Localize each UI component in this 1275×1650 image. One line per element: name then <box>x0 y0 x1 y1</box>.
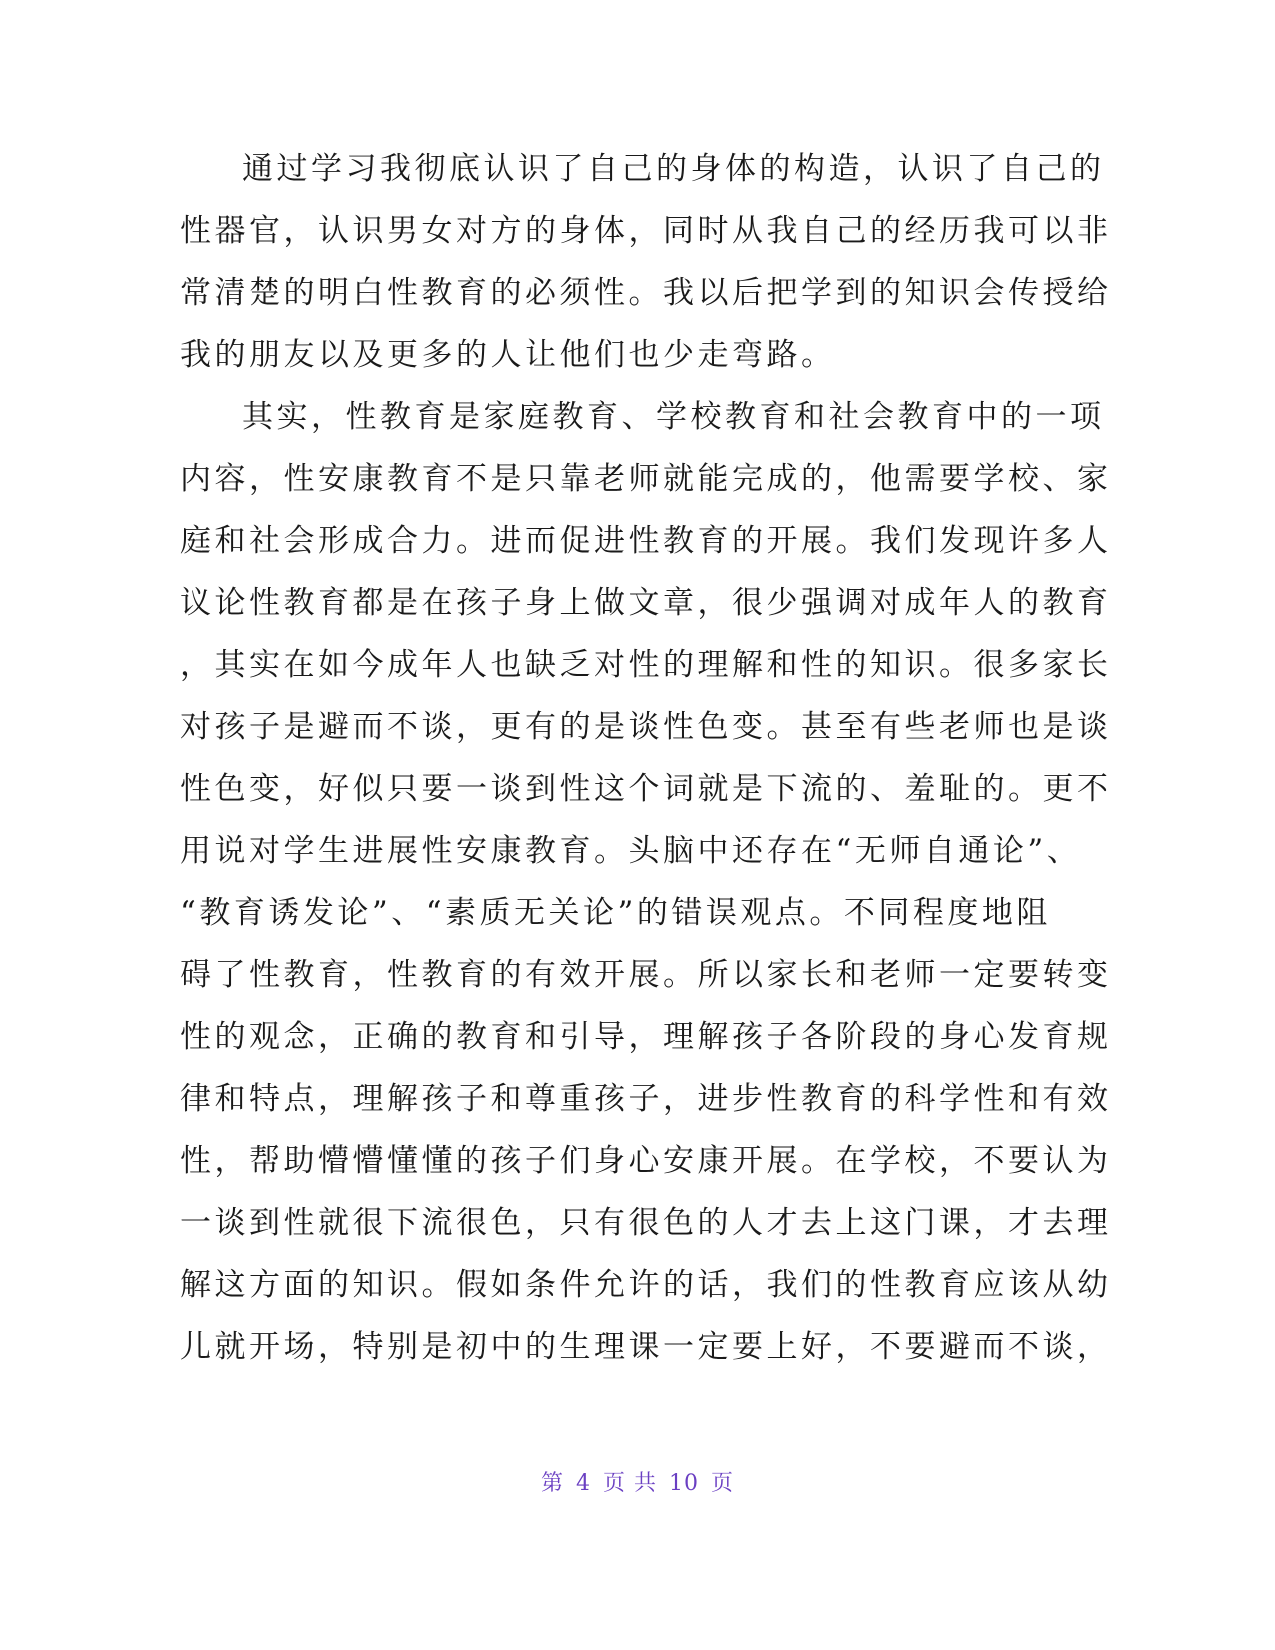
footer-current-page: 4 <box>576 1471 591 1496</box>
paragraph-line: 议论性教育都是在孩子身上做文章，很少强调对成年人的教育 <box>180 585 1112 621</box>
paragraph-line: 用说对学生进展性安康教育。头脑中还存在“无师自通论”、 <box>180 833 1082 869</box>
paragraph-line: 内容，性安康教育不是只靠老师就能完成的，他需要学校、家 <box>180 461 1112 497</box>
paragraph-line: 庭和社会形成合力。进而促进性教育的开展。我们发现许多人 <box>180 523 1112 559</box>
paragraph-line: 通过学习我彻底认识了自己的身体的构造，认识了自己的 <box>242 151 1105 187</box>
paragraph-line: 对孩子是避而不谈，更有的是谈性色变。甚至有些老师也是谈 <box>180 709 1112 745</box>
paragraph-2 <box>180 386 1112 1378</box>
paragraph-line: 性的观念，正确的教育和引导，理解孩子各阶段的身心发育规 <box>180 1019 1112 1055</box>
paragraph-line: 儿就开场，特别是初中的生理课一定要上好，不要避而不谈， <box>180 1329 1112 1365</box>
paragraph-line: “教育诱发论”、“素质无关论”的错误观点。不同程度地阻 <box>180 895 1051 931</box>
paragraph-line: 律和特点，理解孩子和尊重孩子，进步性教育的科学性和有效 <box>180 1081 1112 1117</box>
document-body <box>180 138 1112 1378</box>
paragraph-line: 解这方面的知识。假如条件允许的话，我们的性教育应该从幼 <box>180 1267 1112 1303</box>
page-footer <box>0 1466 1275 1497</box>
paragraph-line: 性色变，好似只要一谈到性这个词就是下流的、羞耻的。更不 <box>180 771 1112 807</box>
footer-middle: 页 共 <box>603 1471 657 1496</box>
paragraph-line: ，其实在如今成年人也缺乏对性的理解和性的知识。很多家长 <box>180 647 1112 683</box>
footer-suffix: 页 <box>711 1471 735 1496</box>
paragraph-line: 碍了性教育，性教育的有效开展。所以家长和老师一定要转变 <box>180 957 1112 993</box>
paragraph-line: 常清楚的明白性教育的必须性。我以后把学到的知识会传授给 <box>180 275 1112 311</box>
paragraph-line: 性器官，认识男女对方的身体，同时从我自己的经历我可以非 <box>180 213 1112 249</box>
footer-prefix: 第 <box>540 1471 564 1496</box>
paragraph-1 <box>180 138 1112 386</box>
paragraph-line: 性，帮助懵懵懂懂的孩子们身心安康开展。在学校，不要认为 <box>180 1143 1112 1179</box>
footer-total-pages: 10 <box>669 1471 699 1496</box>
paragraph-line: 其实，性教育是家庭教育、学校教育和社会教育中的一项 <box>242 399 1105 435</box>
paragraph-line: 一谈到性就很下流很色，只有很色的人才去上这门课，才去理 <box>180 1205 1112 1241</box>
paragraph-line: 我的朋友以及更多的人让他们也少走弯路。 <box>180 337 836 373</box>
